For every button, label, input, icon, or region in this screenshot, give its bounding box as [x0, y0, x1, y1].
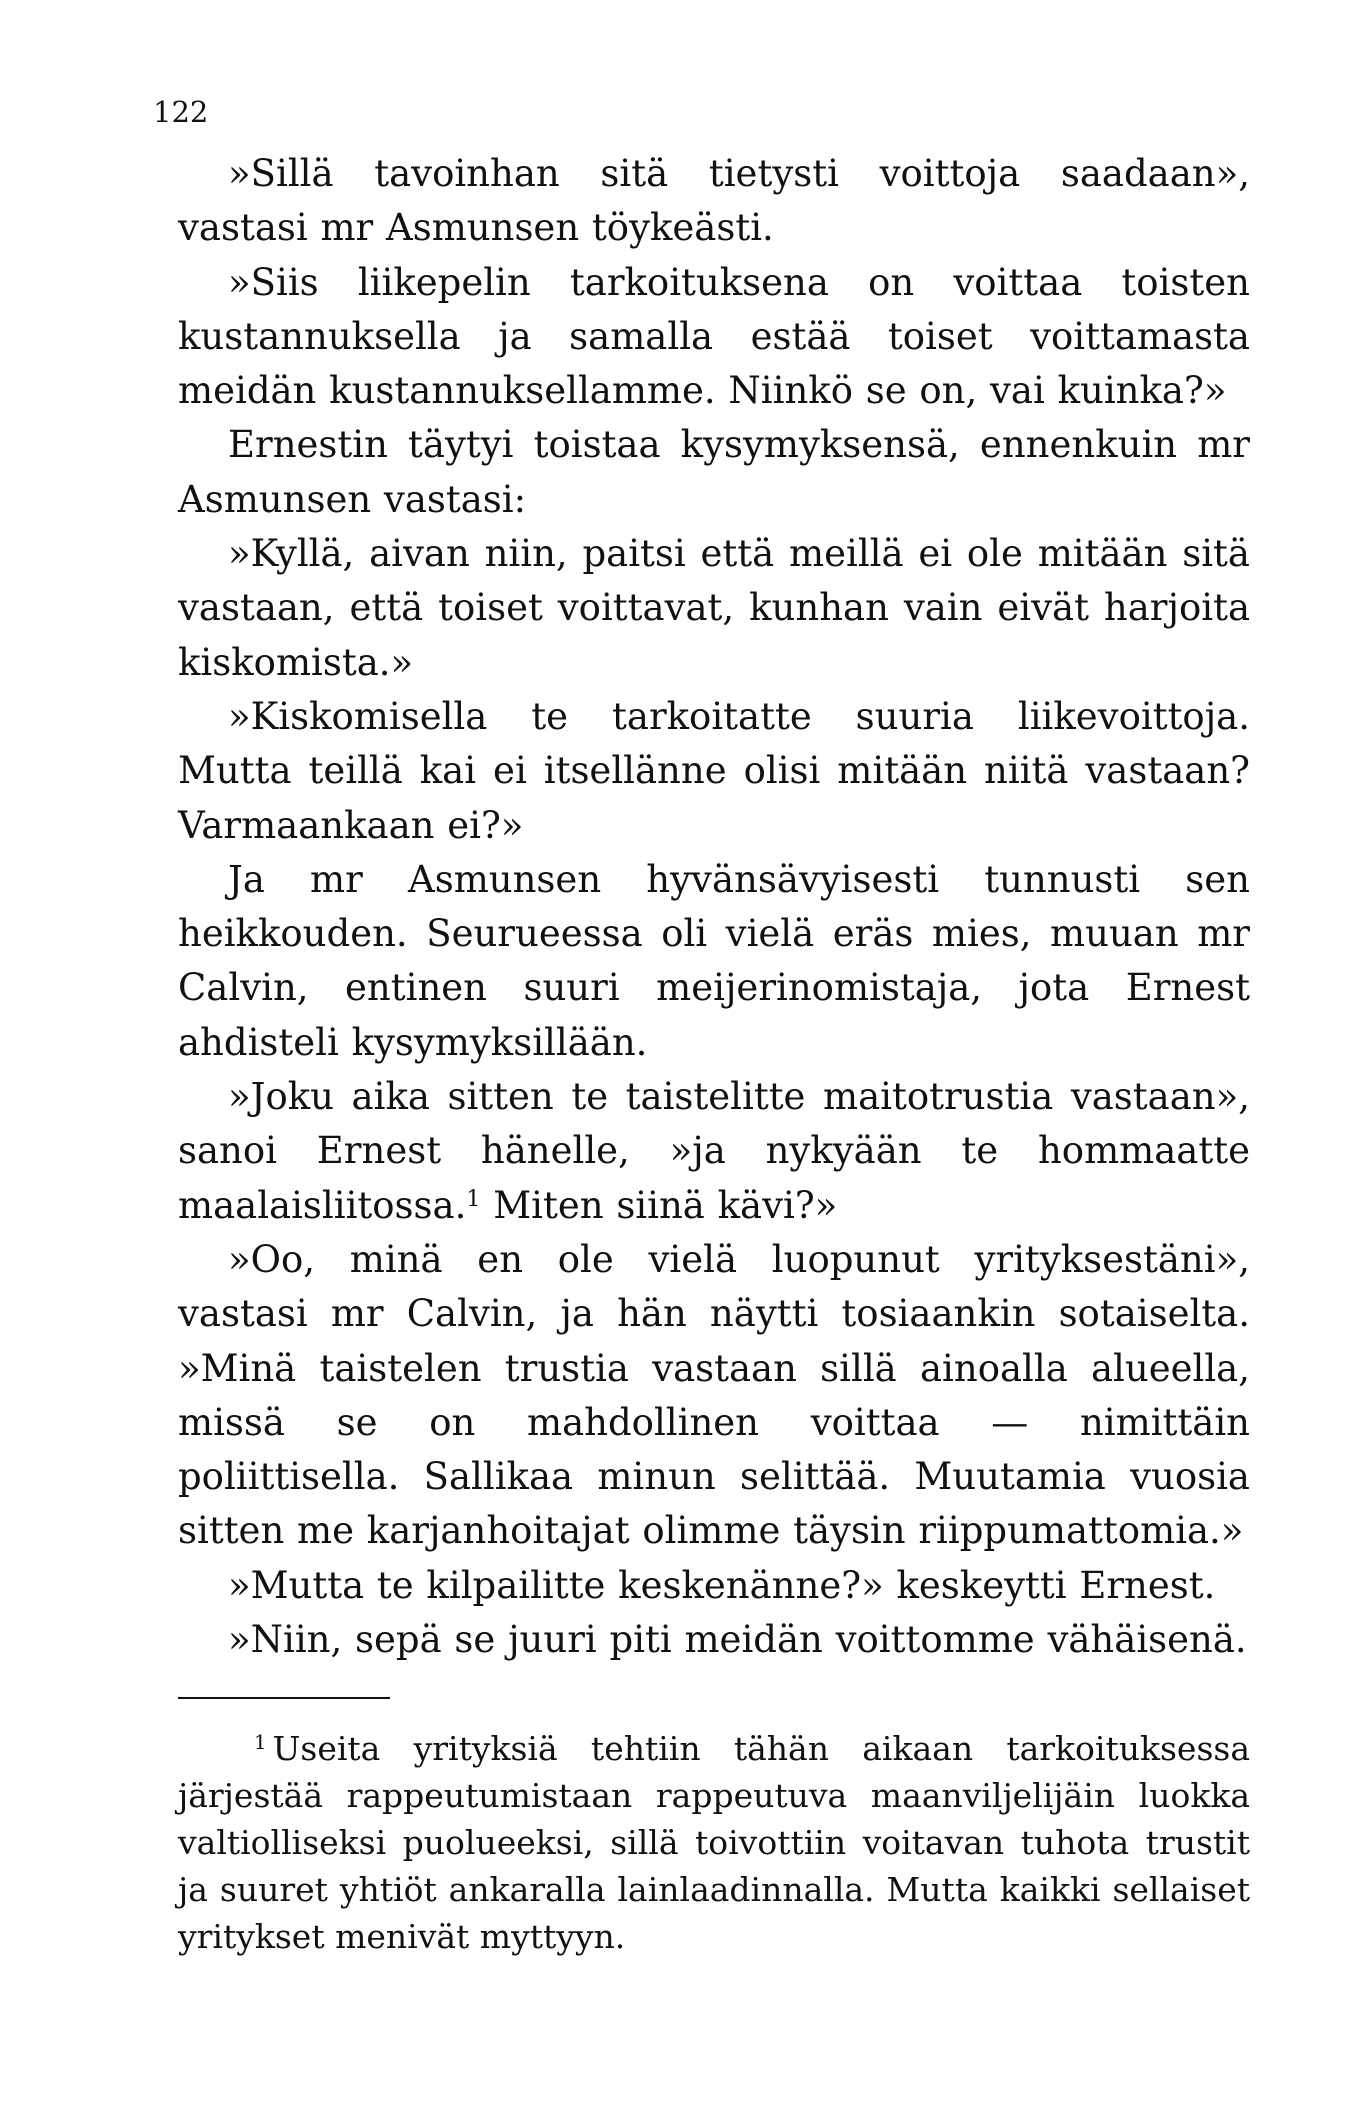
paragraph-5: »Kiskomisella te tarkoitatte suuria liikevoittoja. Mutta teillä kai ei itsellänne olisi mitään niitä vastaan? Varmaankaan ei?»: [178, 694, 1250, 847]
footnote-reference[interactable]: 1: [466, 1185, 481, 1212]
footnote-text: Useita yrityksiä tehtiin tähän aikaan tarkoituksessa järjestää rappeutumistaan rappeutuva maanviljelijäin luokka valtiolliseksi puolueeksi, sillä toivottiin voitavan tuhota trustit ja suuret yhtiöt ankaralla lainlaadinnalla. Mutta kaikki sellaiset yritykset menivät myttyyn.: [178, 1729, 1250, 1956]
paragraph-7: [178, 1070, 1250, 1233]
main-text: [178, 147, 1250, 1667]
paragraph-2: »Siis liikepelin tarkoituksena on voittaa toisten kustannuksella ja samalla estää toiset voittamasta meidän kustannuksellamme. Niinkö se on, vai kuinka?»: [178, 260, 1250, 413]
paragraph-10: »Niin, sepä se juuri piti meidän voittomme vähäisenä.: [228, 1618, 1247, 1662]
footnote-divider: [178, 1697, 390, 1699]
paragraph-6: Ja mr Asmunsen hyvänsävyisesti tunnusti sen heikkouden. Seurueessa oli vielä eräs mies, muuan mr Calvin, entinen suuri meijerinomistaja, jota Ernest ahdisteli kysymyksillään.: [178, 857, 1250, 1064]
paragraph-3: Ernestin täytyi toistaa kysymyksensä, ennenkuin mr Asmunsen vastasi:: [178, 423, 1250, 521]
footnote-marker: 1: [254, 1731, 267, 1755]
footnote-paragraph: [178, 1725, 1250, 1960]
page-number: 122: [153, 95, 209, 129]
paragraph-4: »Kyllä, aivan niin, paitsi että meillä ei ole mitään sitä vastaan, että toiset voittavat, kunhan vain eivät harjoita kiskomista.»: [178, 532, 1250, 684]
paragraph-7-text: »Joku aika sitten te taistelitte maitotrustia vastaan», sanoi Ernest hänelle, »ja nykyään te hommaatte maalaisliitossa.: [178, 1075, 1250, 1227]
paragraph-7-tail: Miten siinä kävi?»: [480, 1183, 838, 1227]
paragraph-9: »Mutta te kilpailitte keskenänne?» keskeytti Ernest.: [228, 1563, 1216, 1607]
paragraph-1: »Sillä tavoinhan sitä tietysti voittoja saadaan», vastasi mr Asmunsen töykeästi.: [178, 152, 1250, 250]
footnote: [178, 1725, 1250, 1960]
paragraph-8: »Oo, minä en ole vielä luopunut yrityksestäni», vastasi mr Calvin, ja hän näytti tosiaankin sotaiselta. »Minä taistelen trustia vastaan sillä ainoalla alueella, missä se on mahdollinen voittaa — nimittäin poliittisella. Sallikaa minun selittää. Muutamia vuosia sitten me karjanhoitajat olimme täysin riippumattomia.»: [178, 1237, 1250, 1553]
